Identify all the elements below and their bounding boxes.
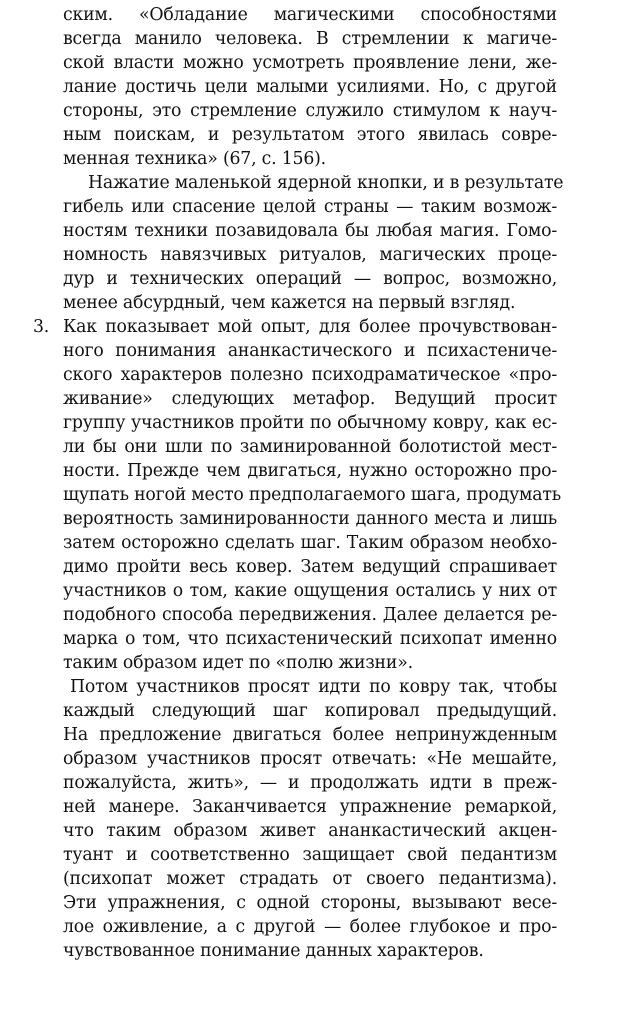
text-line: ской власти можно усмотреть проявление лени, же- bbox=[63, 53, 557, 73]
list-item-first-line: Как показывает мой опыт, для более прочувствован- bbox=[63, 317, 557, 337]
text-line: номность навязчивых ритуалов, магических проце- bbox=[63, 245, 557, 265]
text-line: туант и соответственно защищает свой педантизм bbox=[63, 845, 557, 865]
text-line: вероятность заминированности данного места и лишь bbox=[63, 509, 557, 529]
text-line: образом участников просят отвечать: «Не мешайте, bbox=[63, 749, 557, 769]
text-line: ным поискам, и результатом этого явилась совре- bbox=[63, 125, 557, 145]
text-line: таким образом идет по «полю жизни». bbox=[63, 653, 413, 673]
text-line: участников о том, какие ощущения остались у них от bbox=[63, 581, 557, 601]
text-line: живание» следующих метафор. Ведущий просит bbox=[63, 389, 557, 409]
text-line: затем осторожно сделать шаг. Таким образом необхо- bbox=[63, 533, 557, 553]
text-line: лание достичь цели малыми усилиями. Но, с другой bbox=[63, 77, 557, 97]
text-line: чувствованное понимание данных характеров. bbox=[63, 941, 484, 961]
paragraph-first-line: Нажатие маленькой ядерной кнопки, и в результате bbox=[88, 173, 564, 193]
text-line: стороны, это стремление служило стимулом к науч- bbox=[63, 101, 557, 121]
text-line: пожалуйста, жить», — и продолжать идти в преж- bbox=[63, 773, 557, 793]
text-line: ности. Прежде чем двигаться, нужно осторожно про- bbox=[63, 461, 557, 481]
text-line: димо пройти весь ковер. Затем ведущий спрашивает bbox=[63, 557, 557, 577]
text-line: ней манере. Заканчивается упражнение ремаркой, bbox=[63, 797, 557, 817]
list-number: 3. bbox=[33, 317, 50, 337]
text-line: что таким образом живет ананкастический акцен- bbox=[63, 821, 557, 841]
text-line: гибель или спасение целой страны — таким возмож- bbox=[63, 197, 557, 217]
text-line: щупать ногой место предполагаемого шага, продумать bbox=[63, 485, 561, 505]
text-line: менее абсурдный, чем кажется на первый взгляд. bbox=[63, 293, 516, 313]
text-line: дур и технических операций — вопрос, возможно, bbox=[63, 269, 557, 289]
text-line: На предложение двигаться более непринужденным bbox=[63, 725, 557, 745]
text-line: ностям техники позавидовала бы любая магия. Гомо- bbox=[63, 221, 557, 241]
text-line: марка о том, что психастенический психопат именно bbox=[63, 629, 557, 649]
text-line: Эти упражнения, с одной стороны, вызывают весе- bbox=[63, 893, 557, 913]
text-line: каждый следующий шаг копировал предыдущий. bbox=[63, 701, 557, 721]
text-line: (психопат может страдать от своего педантизма). bbox=[63, 869, 557, 889]
text-line: всегда манило человека. В стремлении к магиче- bbox=[63, 29, 557, 49]
text-line: подобного способа передвижения. Далее делается ре- bbox=[63, 605, 557, 625]
text-line: ским. «Обладание магическими способностями bbox=[63, 5, 557, 25]
text-line: ского характеров полезно психодраматическое «про- bbox=[63, 365, 557, 385]
text-line: ного понимания ананкастического и психастениче- bbox=[63, 341, 557, 361]
text-line: ли бы они шли по заминированной болотистой мест- bbox=[63, 437, 557, 457]
text-line: лое оживление, а с другой — более глубокое и про- bbox=[63, 917, 557, 937]
text-line: менная техника» (67, с. 156). bbox=[63, 149, 326, 169]
paragraph-first-line: Потом участников просят идти по ковру так, чтобы bbox=[70, 677, 557, 697]
text-line: группу участников пройти по обычному ковру, как ес- bbox=[63, 413, 557, 433]
